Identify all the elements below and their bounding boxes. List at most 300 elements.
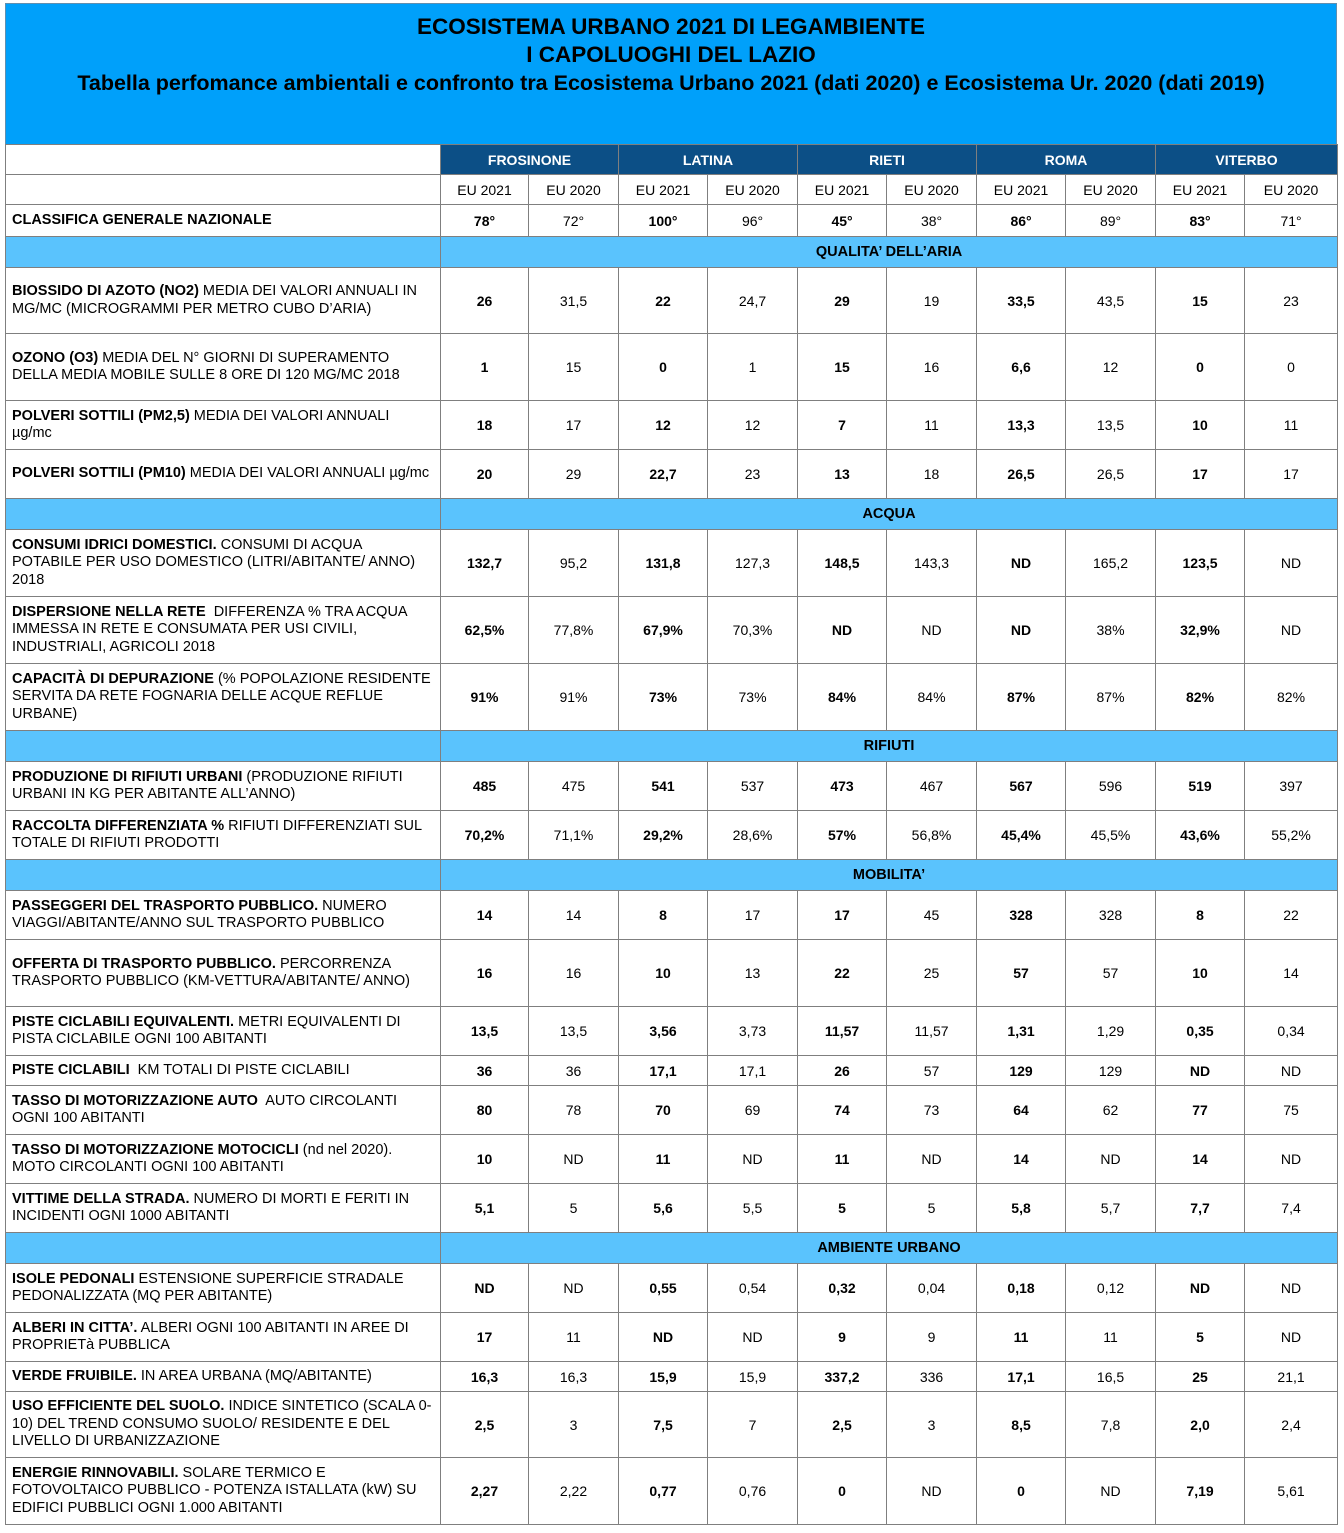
indicator-value: 24,7 — [708, 268, 798, 334]
indicator-value: 56,8% — [887, 811, 977, 860]
indicator-value: 10 — [1156, 401, 1245, 450]
indicator-value: 16 — [441, 940, 529, 1007]
indicator-value: 14 — [1245, 940, 1338, 1007]
table-body — [6, 145, 1338, 1525]
indicator-value: 2,27 — [441, 1458, 529, 1525]
year-header: EU 2021 — [619, 175, 708, 205]
corner-cell — [6, 145, 441, 175]
indicator-value: ND — [798, 597, 887, 664]
indicator-value: 73 — [887, 1086, 977, 1135]
indicator-value: 1 — [708, 334, 798, 401]
indicator-name: USO EFFICIENTE DEL SUOLO. — [12, 1398, 225, 1415]
indicator-value: 0,12 — [1066, 1264, 1156, 1313]
indicator-value: 17,1 — [619, 1056, 708, 1086]
year-header: EU 2020 — [1066, 175, 1156, 205]
indicator-value: 74 — [798, 1086, 887, 1135]
indicator-value: 13,5 — [1066, 401, 1156, 450]
indicator-row — [6, 811, 1338, 860]
indicator-value: 10 — [1156, 940, 1245, 1007]
city-header: LATINA — [619, 145, 798, 175]
indicator-value: 14 — [977, 1135, 1066, 1184]
indicator-value: 62,5% — [441, 597, 529, 664]
indicator-value: 567 — [977, 762, 1066, 811]
indicator-value: 1 — [441, 334, 529, 401]
indicator-value: 2,0 — [1156, 1392, 1245, 1458]
indicator-value: 11,57 — [887, 1007, 977, 1056]
indicator-value: 5 — [798, 1184, 887, 1233]
indicator-value: 13,5 — [529, 1007, 619, 1056]
indicator-label — [6, 1184, 441, 1233]
indicator-value: 1,31 — [977, 1007, 1066, 1056]
indicator-description: KM TOTALI DI PISTE CICLABILI — [129, 1061, 350, 1078]
indicator-value: 475 — [529, 762, 619, 811]
indicator-value: 0,76 — [708, 1458, 798, 1525]
indicator-description: ESTENSIONE SUPERFICIE STRADALE PEDONALIZZATA (MQ PER ABITANTE) — [12, 1270, 408, 1304]
indicator-value: 17 — [1156, 450, 1245, 499]
indicator-value: 18 — [887, 450, 977, 499]
indicator-value: 18 — [441, 401, 529, 450]
city-header: RIETI — [798, 145, 977, 175]
indicator-row — [6, 1056, 1338, 1086]
indicator-value: 14 — [441, 891, 529, 940]
indicator-value: 10 — [441, 1135, 529, 1184]
indicator-value: 0,32 — [798, 1264, 887, 1313]
indicator-value: 22 — [798, 940, 887, 1007]
indicator-label — [6, 1313, 441, 1362]
indicator-value: 43,6% — [1156, 811, 1245, 860]
indicator-value: 70 — [619, 1086, 708, 1135]
indicator-value: 29,2% — [619, 811, 708, 860]
indicator-row — [6, 1392, 1338, 1458]
indicator-value: 43,5 — [1066, 268, 1156, 334]
indicator-description: SOLARE TERMICO E FOTOVOLTAICO PUBBLICO - POTENZA ISTALLATA (kW) SU EDIFICI PUBBLICI OGNI 1.000 ABITANTI — [12, 1464, 421, 1516]
indicator-row — [6, 268, 1338, 334]
indicator-label — [6, 401, 441, 450]
indicator-value: 0,18 — [977, 1264, 1066, 1313]
indicator-value: 131,8 — [619, 530, 708, 597]
indicator-value: 45 — [887, 891, 977, 940]
indicator-name: VERDE FRUIBILE. — [12, 1367, 137, 1384]
indicator-value: ND — [441, 1264, 529, 1313]
indicator-value: 15 — [529, 334, 619, 401]
indicator-value: 7,7 — [1156, 1184, 1245, 1233]
indicator-value: 55,2% — [1245, 811, 1338, 860]
indicator-value: 33,5 — [977, 268, 1066, 334]
indicator-value: 5,5 — [708, 1184, 798, 1233]
indicator-value: 57% — [798, 811, 887, 860]
indicator-value: ND — [1245, 597, 1338, 664]
indicator-name: POLVERI SOTTILI (PM2,5) — [12, 407, 190, 424]
indicator-value: 10 — [619, 940, 708, 1007]
indicator-value: 57 — [1066, 940, 1156, 1007]
indicator-value: 0,54 — [708, 1264, 798, 1313]
indicator-value: ND — [619, 1313, 708, 1362]
indicator-row — [6, 1313, 1338, 1362]
indicator-value: 2,22 — [529, 1458, 619, 1525]
indicator-value: 0 — [619, 334, 708, 401]
indicator-value: 15 — [798, 334, 887, 401]
indicator-label — [6, 530, 441, 597]
indicator-description: MEDIA DEI VALORI ANNUALI µg/mc — [12, 407, 394, 441]
indicator-label — [6, 268, 441, 334]
indicator-label — [6, 1362, 441, 1392]
indicator-value: 23 — [708, 450, 798, 499]
year-header-row — [6, 175, 1338, 205]
indicator-name: PRODUZIONE DI RIFIUTI URBANI — [12, 768, 243, 785]
indicator-value: 29 — [529, 450, 619, 499]
indicator-value: 77,8% — [529, 597, 619, 664]
indicator-description: MEDIA DEI VALORI ANNUALI IN MG/MC (MICROGRAMMI PER METRO CUBO D’ARIA) — [12, 283, 422, 317]
indicator-label — [6, 762, 441, 811]
indicator-value: 16,5 — [1066, 1362, 1156, 1392]
indicator-value: 3 — [529, 1392, 619, 1458]
indicator-value: 17 — [1245, 450, 1338, 499]
indicator-row — [6, 530, 1338, 597]
indicator-value: 14 — [1156, 1135, 1245, 1184]
indicator-value: 91% — [529, 664, 619, 731]
indicator-value: 16,3 — [529, 1362, 619, 1392]
section-title: AMBIENTE URBANO — [441, 1233, 1338, 1264]
city-header-row — [6, 145, 1338, 175]
indicator-value: 95,2 — [529, 530, 619, 597]
indicator-value: 485 — [441, 762, 529, 811]
ranking-value: 45° — [798, 205, 887, 237]
indicator-value: 62 — [1066, 1086, 1156, 1135]
indicator-value: 15 — [1156, 268, 1245, 334]
indicator-value: ND — [977, 530, 1066, 597]
indicator-value: 397 — [1245, 762, 1338, 811]
corner-cell — [6, 175, 441, 205]
indicator-value: 17,1 — [977, 1362, 1066, 1392]
ranking-value: 78° — [441, 205, 529, 237]
indicator-row — [6, 1362, 1338, 1392]
indicator-description: MEDIA DEL N° GIORNI DI SUPERAMENTO DELLA MEDIA MOBILE SULLE 8 ORE DI 120 MG/MC 2018 — [12, 349, 400, 383]
indicator-description: IN AREA URBANA (MQ/ABITANTE) — [136, 1367, 372, 1384]
indicator-value: 73% — [708, 664, 798, 731]
section-title: ACQUA — [441, 499, 1338, 530]
indicator-value: 7,5 — [619, 1392, 708, 1458]
indicator-description: METRI EQUIVALENTI DI PISTA CICLABILE OGNI 100 ABITANTI — [12, 1013, 405, 1047]
section-header-row — [6, 1233, 1338, 1264]
indicator-value: 13 — [708, 940, 798, 1007]
indicator-value: 3 — [887, 1392, 977, 1458]
indicator-label — [6, 1264, 441, 1313]
indicator-value: 19 — [887, 268, 977, 334]
indicator-value: ND — [1245, 1264, 1338, 1313]
section-title: RIFIUTI — [441, 731, 1338, 762]
indicator-value: 26,5 — [977, 450, 1066, 499]
indicator-value: 31,5 — [529, 268, 619, 334]
year-header: EU 2020 — [887, 175, 977, 205]
section-header-row — [6, 860, 1338, 891]
indicator-value: ND — [887, 1135, 977, 1184]
indicator-value: 84% — [887, 664, 977, 731]
ranking-row — [6, 205, 1338, 237]
indicator-value: ND — [529, 1135, 619, 1184]
indicator-value: 28,6% — [708, 811, 798, 860]
indicator-value: ND — [977, 597, 1066, 664]
indicator-value: 0,04 — [887, 1264, 977, 1313]
indicator-name: RACCOLTA DIFFERENZIATA % — [12, 817, 225, 834]
indicator-value: 22,7 — [619, 450, 708, 499]
indicator-value: ND — [708, 1313, 798, 1362]
report-subtitle: Tabella perfomance ambientali e confronto tra Ecosistema Urbano 2021 (dati 2020) e Ecosistema Ur. 2020 (dati 2019) — [77, 71, 1265, 95]
indicator-value: 5 — [1156, 1313, 1245, 1362]
indicator-value: 3,56 — [619, 1007, 708, 1056]
indicator-value: 82% — [1156, 664, 1245, 731]
indicator-value: ND — [1066, 1458, 1156, 1525]
year-header: EU 2021 — [1156, 175, 1245, 205]
indicator-value: 0 — [1245, 334, 1338, 401]
indicator-row — [6, 1135, 1338, 1184]
indicator-description: INDICE SINTETICO (SCALA 0-10) DEL TREND CONSUMO SUOLO/ RESIDENTE E DEL LIVELLO DI URBANIZZAZIONE — [12, 1398, 432, 1450]
indicator-value: 8 — [1156, 891, 1245, 940]
indicator-value: 336 — [887, 1362, 977, 1392]
section-title: MOBILITA’ — [441, 860, 1338, 891]
indicator-row — [6, 1458, 1338, 1525]
indicator-value: ND — [1245, 1056, 1338, 1086]
indicator-value: 11 — [1245, 401, 1338, 450]
indicator-value: 17 — [798, 891, 887, 940]
indicator-value: 82% — [1245, 664, 1338, 731]
indicator-value: 9 — [798, 1313, 887, 1362]
indicator-value: 26 — [798, 1056, 887, 1086]
indicator-value: ND — [1245, 1313, 1338, 1362]
indicator-value: 12 — [708, 401, 798, 450]
report-title: ECOSISTEMA URBANO 2021 DI LEGAMBIENTE — [417, 14, 925, 39]
indicator-value: ND — [1156, 1056, 1245, 1086]
indicator-value: ND — [1245, 530, 1338, 597]
indicator-value: 148,5 — [798, 530, 887, 597]
year-header: EU 2021 — [977, 175, 1066, 205]
indicator-row — [6, 664, 1338, 731]
indicator-value: 5,7 — [1066, 1184, 1156, 1233]
indicator-description: NUMERO VIAGGI/ABITANTE/ANNO SUL TRASPORTO PUBBLICO — [12, 897, 391, 931]
section-spacer — [6, 731, 441, 762]
indicator-value: 69 — [708, 1086, 798, 1135]
indicator-value: 78 — [529, 1086, 619, 1135]
indicator-value: 467 — [887, 762, 977, 811]
indicator-value: 8 — [619, 891, 708, 940]
indicator-row — [6, 1086, 1338, 1135]
indicator-value: 16 — [529, 940, 619, 1007]
indicator-value: 328 — [1066, 891, 1156, 940]
indicator-value: 70,2% — [441, 811, 529, 860]
ranking-value: 83° — [1156, 205, 1245, 237]
indicator-value: 0 — [977, 1458, 1066, 1525]
indicator-value: 5 — [529, 1184, 619, 1233]
indicator-value: 87% — [977, 664, 1066, 731]
indicator-value: 11 — [887, 401, 977, 450]
indicator-value: 8,5 — [977, 1392, 1066, 1458]
indicator-value: 3,73 — [708, 1007, 798, 1056]
year-header: EU 2020 — [708, 175, 798, 205]
indicator-name: VITTIME DELLA STRADA. — [12, 1190, 190, 1207]
indicator-name: OFFERTA DI TRASPORTO PUBBLICO. — [12, 955, 276, 972]
section-title: QUALITA’ DELL’ARIA — [441, 237, 1338, 268]
indicator-value: 17 — [708, 891, 798, 940]
indicator-value: ND — [1066, 1135, 1156, 1184]
indicator-value: 2,5 — [441, 1392, 529, 1458]
indicator-value: 5,8 — [977, 1184, 1066, 1233]
indicator-value: 0,55 — [619, 1264, 708, 1313]
indicator-value: 328 — [977, 891, 1066, 940]
indicator-value: 29 — [798, 268, 887, 334]
ranking-value: 100° — [619, 205, 708, 237]
indicator-value: 11 — [798, 1135, 887, 1184]
indicator-value: ND — [1156, 1264, 1245, 1313]
indicator-label — [6, 664, 441, 731]
indicator-name: DISPERSIONE NELLA RETE — [12, 603, 206, 620]
indicator-value: 73% — [619, 664, 708, 731]
indicator-value: 337,2 — [798, 1362, 887, 1392]
ranking-value: 71° — [1245, 205, 1338, 237]
section-header-row — [6, 731, 1338, 762]
indicator-name: CONSUMI IDRICI DOMESTICI. — [12, 536, 217, 553]
indicator-description: (% POPOLAZIONE RESIDENTE SERVITA DA RETE FOGNARIA DELLE ACQUE REFLUE URBANE) — [12, 670, 435, 722]
indicator-value: 132,7 — [441, 530, 529, 597]
indicator-value: 143,3 — [887, 530, 977, 597]
indicator-description: (nd nel 2020). MOTO CIRCOLANTI OGNI 100 ABITANTI — [12, 1141, 397, 1175]
indicator-row — [6, 1184, 1338, 1233]
indicator-row — [6, 597, 1338, 664]
indicator-value: 16 — [887, 334, 977, 401]
indicator-row — [6, 334, 1338, 401]
indicator-row — [6, 891, 1338, 940]
indicator-description: AUTO CIRCOLANTI OGNI 100 ABITANTI — [12, 1092, 402, 1126]
ranking-value: 89° — [1066, 205, 1156, 237]
city-header: VITERBO — [1156, 145, 1338, 175]
indicator-value: 11 — [977, 1313, 1066, 1362]
indicator-value: 13 — [798, 450, 887, 499]
indicator-name: POLVERI SOTTILI (PM10) — [12, 465, 186, 482]
ranking-value: 38° — [887, 205, 977, 237]
indicator-value: 5,61 — [1245, 1458, 1338, 1525]
indicator-value: 22 — [619, 268, 708, 334]
indicator-name: BIOSSIDO DI AZOTO (NO2) — [12, 283, 199, 299]
indicator-name: PISTE CICLABILI — [12, 1061, 130, 1078]
indicator-value: 7,8 — [1066, 1392, 1156, 1458]
indicator-label — [6, 334, 441, 401]
indicator-value: 15,9 — [619, 1362, 708, 1392]
year-header: EU 2020 — [529, 175, 619, 205]
indicator-name: ENERGIE RINNOVABILI. — [12, 1464, 179, 1481]
indicator-value: 17 — [529, 401, 619, 450]
indicator-label — [6, 450, 441, 499]
indicator-value: 45,4% — [977, 811, 1066, 860]
section-spacer — [6, 499, 441, 530]
indicator-label — [6, 811, 441, 860]
indicator-value: 0,35 — [1156, 1007, 1245, 1056]
indicator-value: 596 — [1066, 762, 1156, 811]
indicator-row — [6, 1264, 1338, 1313]
indicator-value: 57 — [977, 940, 1066, 1007]
indicator-value: 0,34 — [1245, 1007, 1338, 1056]
indicator-value: 0 — [798, 1458, 887, 1525]
performance-table — [5, 144, 1338, 1525]
indicator-value: 11 — [619, 1135, 708, 1184]
indicator-value: 12 — [619, 401, 708, 450]
indicator-value: 36 — [441, 1056, 529, 1086]
indicator-name: ISOLE PEDONALI — [12, 1270, 135, 1287]
indicator-value: 32,9% — [1156, 597, 1245, 664]
indicator-label — [6, 1007, 441, 1056]
indicator-value: 129 — [1066, 1056, 1156, 1086]
indicator-description: PERCORRENZA TRASPORTO PUBBLICO (KM-VETTURA/ABITANTE/ ANNO) — [12, 955, 410, 989]
indicator-value: ND — [529, 1264, 619, 1313]
indicator-value: 5,6 — [619, 1184, 708, 1233]
indicator-value: 84% — [798, 664, 887, 731]
indicator-value: 25 — [887, 940, 977, 1007]
indicator-value: ND — [887, 1458, 977, 1525]
indicator-value: 11 — [1066, 1313, 1156, 1362]
ranking-value: 96° — [708, 205, 798, 237]
indicator-value: 14 — [529, 891, 619, 940]
indicator-value: 473 — [798, 762, 887, 811]
indicator-value: 519 — [1156, 762, 1245, 811]
indicator-description: (PRODUZIONE RIFIUTI URBANI IN KG PER ABITANTE ALL’ANNO) — [12, 768, 407, 802]
indicator-row — [6, 1007, 1338, 1056]
indicator-value: 127,3 — [708, 530, 798, 597]
indicator-value: 16,3 — [441, 1362, 529, 1392]
indicator-value: 13,3 — [977, 401, 1066, 450]
indicator-value: 11,57 — [798, 1007, 887, 1056]
indicator-value: 13,5 — [441, 1007, 529, 1056]
indicator-value: 0,77 — [619, 1458, 708, 1525]
indicator-label — [6, 1056, 441, 1086]
indicator-value: 22 — [1245, 891, 1338, 940]
indicator-value: 57 — [887, 1056, 977, 1086]
indicator-value: 6,6 — [977, 334, 1066, 401]
indicator-row — [6, 940, 1338, 1007]
section-spacer — [6, 237, 441, 268]
city-header: ROMA — [977, 145, 1156, 175]
indicator-value: 129 — [977, 1056, 1066, 1086]
indicator-value: 541 — [619, 762, 708, 811]
indicator-label — [6, 891, 441, 940]
indicator-value: 1,29 — [1066, 1007, 1156, 1056]
ranking-value: 72° — [529, 205, 619, 237]
indicator-value: 21,1 — [1245, 1362, 1338, 1392]
year-header: EU 2021 — [798, 175, 887, 205]
indicator-value: 5 — [887, 1184, 977, 1233]
section-spacer — [6, 1233, 441, 1264]
indicator-description: DIFFERENZA % TRA ACQUA IMMESSA IN RETE E CONSUMATA PER USI CIVILI, INDUSTRIALI, AGRICOLI 2018 — [12, 603, 411, 655]
indicator-label — [6, 1458, 441, 1525]
indicator-description: RIFIUTI DIFFERENZIATI SUL TOTALE DI RIFIUTI PRODOTTI — [12, 817, 426, 851]
indicator-value: 15,9 — [708, 1362, 798, 1392]
indicator-value: 7,19 — [1156, 1458, 1245, 1525]
indicator-label — [6, 940, 441, 1007]
indicator-value: 91% — [441, 664, 529, 731]
indicator-value: 12 — [1066, 334, 1156, 401]
indicator-value: 26,5 — [1066, 450, 1156, 499]
indicator-label — [6, 597, 441, 664]
indicator-value: 45,5% — [1066, 811, 1156, 860]
report-region: I CAPOLUOGHI DEL LAZIO — [526, 42, 816, 67]
indicator-name: PISTE CICLABILI EQUIVALENTI. — [12, 1013, 235, 1030]
indicator-value: 67,9% — [619, 597, 708, 664]
year-header: EU 2020 — [1245, 175, 1338, 205]
indicator-row — [6, 401, 1338, 450]
indicator-name: TASSO DI MOTORIZZAZIONE MOTOCICLI — [12, 1141, 299, 1158]
city-header: FROSINONE — [441, 145, 619, 175]
indicator-value: 87% — [1066, 664, 1156, 731]
indicator-label — [6, 1086, 441, 1135]
indicator-value: 537 — [708, 762, 798, 811]
indicator-value: ND — [708, 1135, 798, 1184]
indicator-description: ALBERI OGNI 100 ABITANTI IN AREE DI PROPRIETà PUBBLICA — [12, 1319, 413, 1353]
